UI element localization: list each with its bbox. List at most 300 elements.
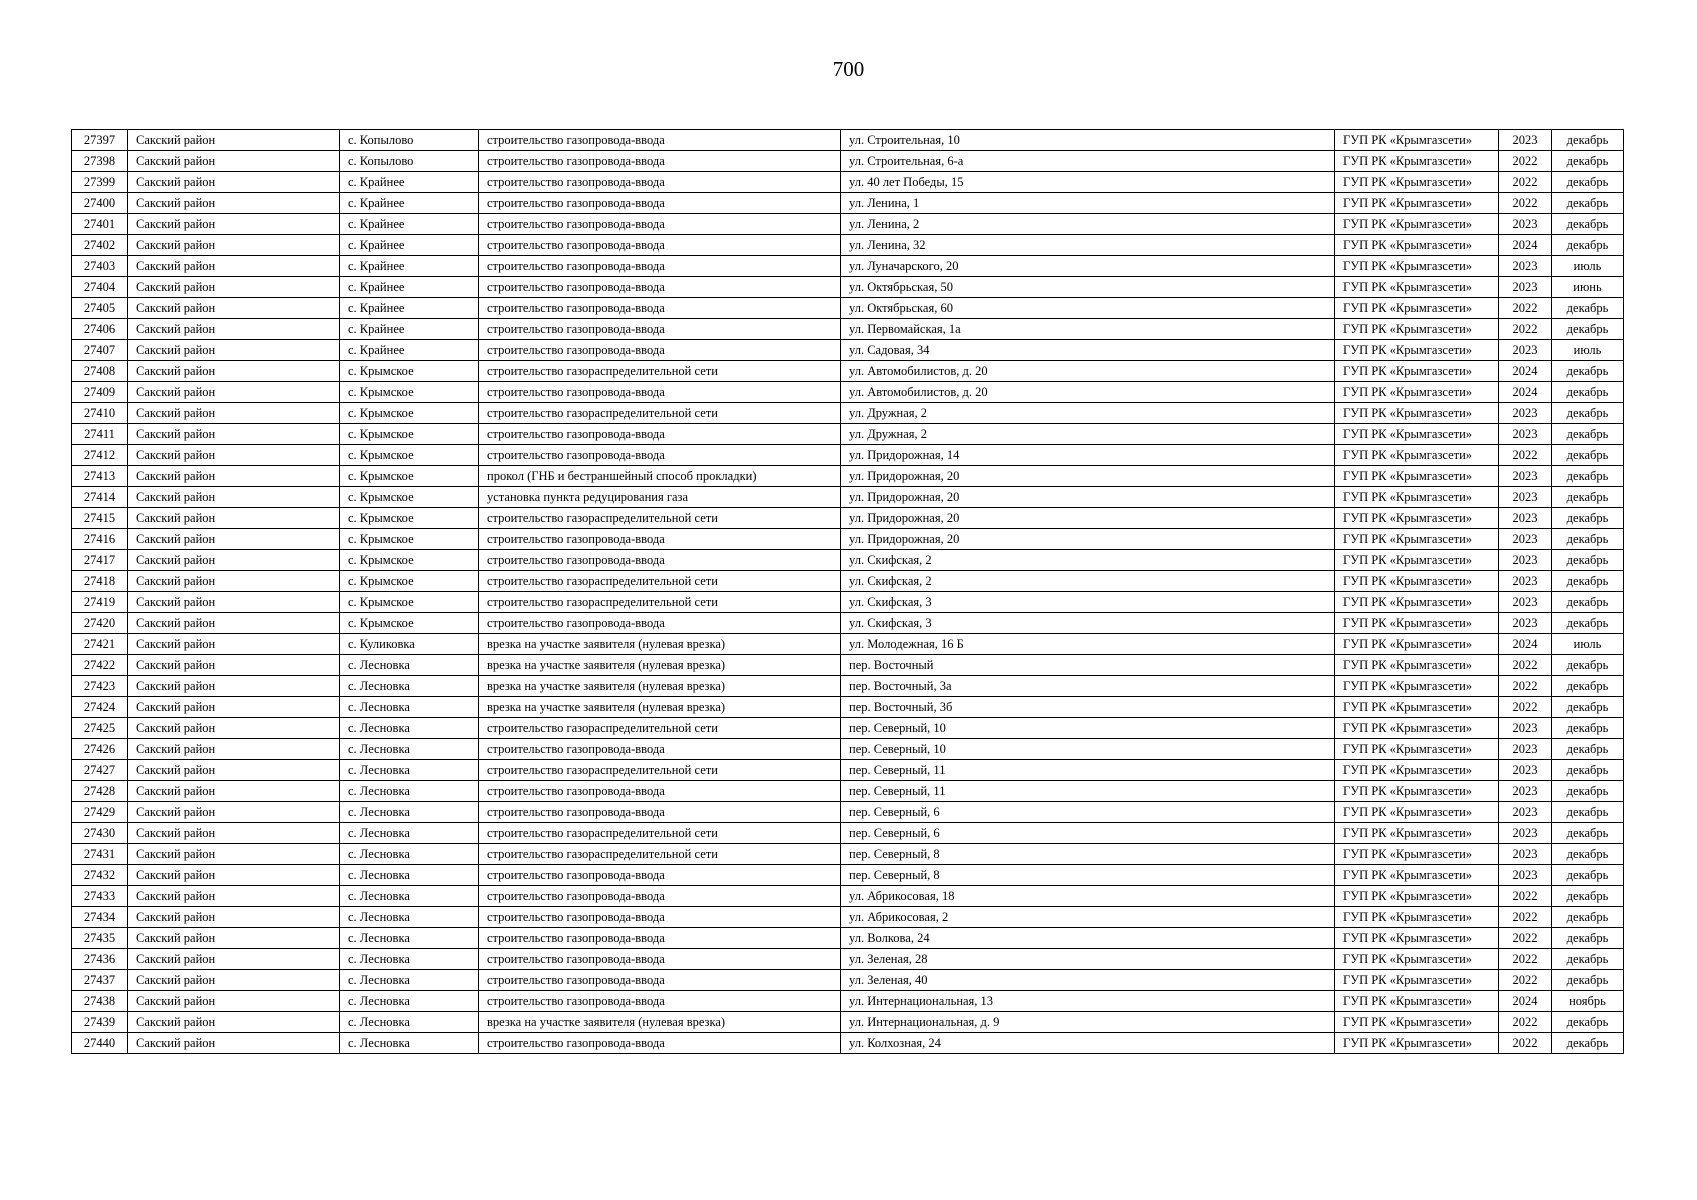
- year-cell: 2022: [1499, 949, 1552, 970]
- district-cell: Сакский район: [128, 571, 340, 592]
- work-type-cell: строительство газопровода-ввода: [479, 235, 841, 256]
- settlement-cell: с. Крымское: [340, 466, 479, 487]
- organization-cell: ГУП РК «Крымгазсети»: [1335, 592, 1499, 613]
- row-number-cell: 27427: [72, 760, 128, 781]
- table-row: [72, 907, 1624, 928]
- settlement-cell: с. Крымское: [340, 403, 479, 424]
- table-row: [72, 970, 1624, 991]
- table-row: [72, 466, 1624, 487]
- month-cell: декабрь: [1552, 130, 1624, 151]
- address-cell: пер. Северный, 10: [841, 739, 1335, 760]
- settlement-cell: с. Крайнее: [340, 340, 479, 361]
- district-cell: Сакский район: [128, 298, 340, 319]
- district-cell: Сакский район: [128, 865, 340, 886]
- address-cell: ул. Придорожная, 14: [841, 445, 1335, 466]
- address-cell: пер. Северный, 10: [841, 718, 1335, 739]
- row-number-cell: 27426: [72, 739, 128, 760]
- table-row: [72, 1012, 1624, 1033]
- year-cell: 2023: [1499, 760, 1552, 781]
- year-cell: 2022: [1499, 928, 1552, 949]
- address-cell: пер. Северный, 6: [841, 823, 1335, 844]
- address-cell: ул. Придорожная, 20: [841, 466, 1335, 487]
- district-cell: Сакский район: [128, 739, 340, 760]
- work-type-cell: строительство газопровода-ввода: [479, 781, 841, 802]
- table-row: [72, 361, 1624, 382]
- table-row: [72, 298, 1624, 319]
- settlement-cell: с. Лесновка: [340, 991, 479, 1012]
- settlement-cell: с. Лесновка: [340, 676, 479, 697]
- month-cell: декабрь: [1552, 928, 1624, 949]
- work-type-cell: строительство газопровода-ввода: [479, 151, 841, 172]
- year-cell: 2023: [1499, 487, 1552, 508]
- month-cell: декабрь: [1552, 802, 1624, 823]
- organization-cell: ГУП РК «Крымгазсети»: [1335, 214, 1499, 235]
- year-cell: 2023: [1499, 508, 1552, 529]
- row-number-cell: 27411: [72, 424, 128, 445]
- work-type-cell: прокол (ГНБ и бестраншейный способ прокладки): [479, 466, 841, 487]
- work-type-cell: строительство газопровода-ввода: [479, 172, 841, 193]
- month-cell: декабрь: [1552, 865, 1624, 886]
- row-number-cell: 27420: [72, 613, 128, 634]
- gas-connection-table: [71, 129, 1624, 1054]
- organization-cell: ГУП РК «Крымгазсети»: [1335, 991, 1499, 1012]
- district-cell: Сакский район: [128, 277, 340, 298]
- address-cell: ул. Интернациональная, д. 9: [841, 1012, 1335, 1033]
- year-cell: 2022: [1499, 655, 1552, 676]
- table-row: [72, 382, 1624, 403]
- work-type-cell: строительство газопровода-ввода: [479, 445, 841, 466]
- table-row: [72, 487, 1624, 508]
- year-cell: 2024: [1499, 235, 1552, 256]
- address-cell: пер. Восточный, 3б: [841, 697, 1335, 718]
- district-cell: Сакский район: [128, 361, 340, 382]
- settlement-cell: с. Лесновка: [340, 886, 479, 907]
- settlement-cell: с. Крайнее: [340, 214, 479, 235]
- row-number-cell: 27409: [72, 382, 128, 403]
- row-number-cell: 27399: [72, 172, 128, 193]
- work-type-cell: строительство газопровода-ввода: [479, 865, 841, 886]
- row-number-cell: 27433: [72, 886, 128, 907]
- table-row: [72, 823, 1624, 844]
- address-cell: ул. Скифская, 3: [841, 592, 1335, 613]
- organization-cell: ГУП РК «Крымгазсети»: [1335, 235, 1499, 256]
- year-cell: 2024: [1499, 361, 1552, 382]
- organization-cell: ГУП РК «Крымгазсети»: [1335, 151, 1499, 172]
- district-cell: Сакский район: [128, 340, 340, 361]
- organization-cell: ГУП РК «Крымгазсети»: [1335, 382, 1499, 403]
- row-number-cell: 27435: [72, 928, 128, 949]
- row-number-cell: 27403: [72, 256, 128, 277]
- row-number-cell: 27440: [72, 1033, 128, 1054]
- year-cell: 2022: [1499, 193, 1552, 214]
- district-cell: Сакский район: [128, 844, 340, 865]
- month-cell: декабрь: [1552, 382, 1624, 403]
- work-type-cell: врезка на участке заявителя (нулевая врезка): [479, 655, 841, 676]
- settlement-cell: с. Крайнее: [340, 172, 479, 193]
- row-number-cell: 27414: [72, 487, 128, 508]
- organization-cell: ГУП РК «Крымгазсети»: [1335, 802, 1499, 823]
- address-cell: пер. Северный, 8: [841, 844, 1335, 865]
- organization-cell: ГУП РК «Крымгазсети»: [1335, 697, 1499, 718]
- row-number-cell: 27405: [72, 298, 128, 319]
- month-cell: декабрь: [1552, 718, 1624, 739]
- row-number-cell: 27400: [72, 193, 128, 214]
- table-row: [72, 886, 1624, 907]
- row-number-cell: 27413: [72, 466, 128, 487]
- work-type-cell: строительство газопровода-ввода: [479, 424, 841, 445]
- table-row: [72, 1033, 1624, 1054]
- month-cell: декабрь: [1552, 781, 1624, 802]
- district-cell: Сакский район: [128, 1012, 340, 1033]
- organization-cell: ГУП РК «Крымгазсети»: [1335, 550, 1499, 571]
- year-cell: 2022: [1499, 151, 1552, 172]
- address-cell: ул. Октябрьская, 60: [841, 298, 1335, 319]
- district-cell: Сакский район: [128, 424, 340, 445]
- settlement-cell: с. Крымское: [340, 361, 479, 382]
- year-cell: 2022: [1499, 172, 1552, 193]
- row-number-cell: 27425: [72, 718, 128, 739]
- settlement-cell: с. Лесновка: [340, 697, 479, 718]
- month-cell: декабрь: [1552, 907, 1624, 928]
- district-cell: Сакский район: [128, 928, 340, 949]
- district-cell: Сакский район: [128, 382, 340, 403]
- address-cell: пер. Северный, 11: [841, 760, 1335, 781]
- table-row: [72, 529, 1624, 550]
- organization-cell: ГУП РК «Крымгазсети»: [1335, 1033, 1499, 1054]
- year-cell: 2022: [1499, 445, 1552, 466]
- year-cell: 2022: [1499, 676, 1552, 697]
- table-row: [72, 655, 1624, 676]
- district-cell: Сакский район: [128, 256, 340, 277]
- year-cell: 2024: [1499, 991, 1552, 1012]
- year-cell: 2022: [1499, 1012, 1552, 1033]
- table-row: [72, 319, 1624, 340]
- settlement-cell: с. Лесновка: [340, 739, 479, 760]
- year-cell: 2023: [1499, 781, 1552, 802]
- month-cell: декабрь: [1552, 445, 1624, 466]
- district-cell: Сакский район: [128, 697, 340, 718]
- row-number-cell: 27421: [72, 634, 128, 655]
- organization-cell: ГУП РК «Крымгазсети»: [1335, 340, 1499, 361]
- district-cell: Сакский район: [128, 466, 340, 487]
- settlement-cell: с. Лесновка: [340, 781, 479, 802]
- district-cell: Сакский район: [128, 802, 340, 823]
- address-cell: ул. Строительная, 10: [841, 130, 1335, 151]
- settlement-cell: с. Лесновка: [340, 718, 479, 739]
- month-cell: декабрь: [1552, 823, 1624, 844]
- year-cell: 2023: [1499, 718, 1552, 739]
- organization-cell: ГУП РК «Крымгазсети»: [1335, 256, 1499, 277]
- month-cell: декабрь: [1552, 361, 1624, 382]
- row-number-cell: 27436: [72, 949, 128, 970]
- settlement-cell: с. Крайнее: [340, 256, 479, 277]
- year-cell: 2023: [1499, 802, 1552, 823]
- organization-cell: ГУП РК «Крымгазсети»: [1335, 949, 1499, 970]
- month-cell: декабрь: [1552, 424, 1624, 445]
- address-cell: ул. Скифская, 2: [841, 550, 1335, 571]
- work-type-cell: строительство газопровода-ввода: [479, 886, 841, 907]
- month-cell: декабрь: [1552, 1033, 1624, 1054]
- district-cell: Сакский район: [128, 487, 340, 508]
- settlement-cell: с. Крымское: [340, 382, 479, 403]
- month-cell: декабрь: [1552, 319, 1624, 340]
- table-row: [72, 172, 1624, 193]
- work-type-cell: строительство газораспределительной сети: [479, 592, 841, 613]
- organization-cell: ГУП РК «Крымгазсети»: [1335, 907, 1499, 928]
- month-cell: декабрь: [1552, 613, 1624, 634]
- settlement-cell: с. Крайнее: [340, 193, 479, 214]
- table-row: [72, 445, 1624, 466]
- month-cell: декабрь: [1552, 1012, 1624, 1033]
- address-cell: пер. Восточный, 3а: [841, 676, 1335, 697]
- work-type-cell: строительство газопровода-ввода: [479, 256, 841, 277]
- settlement-cell: с. Лесновка: [340, 865, 479, 886]
- row-number-cell: 27422: [72, 655, 128, 676]
- organization-cell: ГУП РК «Крымгазсети»: [1335, 676, 1499, 697]
- table-row: [72, 592, 1624, 613]
- address-cell: ул. Первомайская, 1а: [841, 319, 1335, 340]
- row-number-cell: 27438: [72, 991, 128, 1012]
- table-body: [72, 130, 1624, 1054]
- district-cell: Сакский район: [128, 319, 340, 340]
- table-row: [72, 214, 1624, 235]
- month-cell: декабрь: [1552, 844, 1624, 865]
- settlement-cell: с. Лесновка: [340, 655, 479, 676]
- year-cell: 2022: [1499, 697, 1552, 718]
- organization-cell: ГУП РК «Крымгазсети»: [1335, 361, 1499, 382]
- row-number-cell: 27408: [72, 361, 128, 382]
- month-cell: декабрь: [1552, 592, 1624, 613]
- month-cell: декабрь: [1552, 508, 1624, 529]
- settlement-cell: с. Лесновка: [340, 760, 479, 781]
- year-cell: 2023: [1499, 592, 1552, 613]
- district-cell: Сакский район: [128, 445, 340, 466]
- month-cell: ноябрь: [1552, 991, 1624, 1012]
- work-type-cell: строительство газопровода-ввода: [479, 193, 841, 214]
- work-type-cell: строительство газопровода-ввода: [479, 928, 841, 949]
- address-cell: ул. Автомобилистов, д. 20: [841, 382, 1335, 403]
- work-type-cell: строительство газопровода-ввода: [479, 1033, 841, 1054]
- year-cell: 2023: [1499, 739, 1552, 760]
- work-type-cell: строительство газораспределительной сети: [479, 844, 841, 865]
- row-number-cell: 27412: [72, 445, 128, 466]
- year-cell: 2023: [1499, 844, 1552, 865]
- settlement-cell: с. Лесновка: [340, 844, 479, 865]
- table-row: [72, 928, 1624, 949]
- organization-cell: ГУП РК «Крымгазсети»: [1335, 424, 1499, 445]
- district-cell: Сакский район: [128, 508, 340, 529]
- row-number-cell: 27431: [72, 844, 128, 865]
- organization-cell: ГУП РК «Крымгазсети»: [1335, 529, 1499, 550]
- row-number-cell: 27423: [72, 676, 128, 697]
- work-type-cell: строительство газопровода-ввода: [479, 613, 841, 634]
- settlement-cell: с. Лесновка: [340, 949, 479, 970]
- year-cell: 2023: [1499, 256, 1552, 277]
- address-cell: ул. Колхозная, 24: [841, 1033, 1335, 1054]
- district-cell: Сакский район: [128, 550, 340, 571]
- district-cell: Сакский район: [128, 991, 340, 1012]
- row-number-cell: 27437: [72, 970, 128, 991]
- organization-cell: ГУП РК «Крымгазсети»: [1335, 172, 1499, 193]
- organization-cell: ГУП РК «Крымгазсети»: [1335, 130, 1499, 151]
- address-cell: ул. Скифская, 3: [841, 613, 1335, 634]
- month-cell: декабрь: [1552, 697, 1624, 718]
- organization-cell: ГУП РК «Крымгазсети»: [1335, 571, 1499, 592]
- work-type-cell: строительство газопровода-ввода: [479, 340, 841, 361]
- organization-cell: ГУП РК «Крымгазсети»: [1335, 298, 1499, 319]
- organization-cell: ГУП РК «Крымгазсети»: [1335, 718, 1499, 739]
- address-cell: пер. Северный, 6: [841, 802, 1335, 823]
- organization-cell: ГУП РК «Крымгазсети»: [1335, 886, 1499, 907]
- table-row: [72, 403, 1624, 424]
- organization-cell: ГУП РК «Крымгазсети»: [1335, 613, 1499, 634]
- year-cell: 2023: [1499, 403, 1552, 424]
- month-cell: декабрь: [1552, 487, 1624, 508]
- year-cell: 2024: [1499, 634, 1552, 655]
- month-cell: декабрь: [1552, 466, 1624, 487]
- year-cell: 2023: [1499, 277, 1552, 298]
- row-number-cell: 27439: [72, 1012, 128, 1033]
- settlement-cell: с. Крымское: [340, 571, 479, 592]
- year-cell: 2024: [1499, 382, 1552, 403]
- row-number-cell: 27424: [72, 697, 128, 718]
- month-cell: декабрь: [1552, 970, 1624, 991]
- work-type-cell: строительство газораспределительной сети: [479, 403, 841, 424]
- work-type-cell: строительство газораспределительной сети: [479, 718, 841, 739]
- month-cell: июль: [1552, 634, 1624, 655]
- address-cell: ул. Скифская, 2: [841, 571, 1335, 592]
- address-cell: ул. Интернациональная, 13: [841, 991, 1335, 1012]
- organization-cell: ГУП РК «Крымгазсети»: [1335, 823, 1499, 844]
- work-type-cell: строительство газопровода-ввода: [479, 949, 841, 970]
- year-cell: 2023: [1499, 466, 1552, 487]
- address-cell: ул. Волкова, 24: [841, 928, 1335, 949]
- row-number-cell: 27415: [72, 508, 128, 529]
- year-cell: 2023: [1499, 571, 1552, 592]
- settlement-cell: с. Крымское: [340, 592, 479, 613]
- year-cell: 2022: [1499, 970, 1552, 991]
- address-cell: ул. Придорожная, 20: [841, 508, 1335, 529]
- month-cell: декабрь: [1552, 739, 1624, 760]
- month-cell: июль: [1552, 256, 1624, 277]
- table-row: [72, 844, 1624, 865]
- district-cell: Сакский район: [128, 718, 340, 739]
- year-cell: 2022: [1499, 319, 1552, 340]
- settlement-cell: с. Крымское: [340, 424, 479, 445]
- organization-cell: ГУП РК «Крымгазсети»: [1335, 193, 1499, 214]
- settlement-cell: с. Лесновка: [340, 928, 479, 949]
- year-cell: 2023: [1499, 130, 1552, 151]
- district-cell: Сакский район: [128, 529, 340, 550]
- work-type-cell: строительство газопровода-ввода: [479, 991, 841, 1012]
- work-type-cell: врезка на участке заявителя (нулевая врезка): [479, 634, 841, 655]
- table-row: [72, 235, 1624, 256]
- table-row: [72, 781, 1624, 802]
- row-number-cell: 27428: [72, 781, 128, 802]
- district-cell: Сакский район: [128, 235, 340, 256]
- work-type-cell: строительство газопровода-ввода: [479, 319, 841, 340]
- address-cell: ул. Придорожная, 20: [841, 529, 1335, 550]
- table-row: [72, 571, 1624, 592]
- organization-cell: ГУП РК «Крымгазсети»: [1335, 844, 1499, 865]
- work-type-cell: строительство газопровода-ввода: [479, 298, 841, 319]
- district-cell: Сакский район: [128, 949, 340, 970]
- organization-cell: ГУП РК «Крымгазсети»: [1335, 466, 1499, 487]
- work-type-cell: установка пункта редуцирования газа: [479, 487, 841, 508]
- district-cell: Сакский район: [128, 1033, 340, 1054]
- table-row: [72, 991, 1624, 1012]
- row-number-cell: 27418: [72, 571, 128, 592]
- organization-cell: ГУП РК «Крымгазсети»: [1335, 970, 1499, 991]
- work-type-cell: строительство газопровода-ввода: [479, 970, 841, 991]
- month-cell: декабрь: [1552, 886, 1624, 907]
- work-type-cell: строительство газопровода-ввода: [479, 739, 841, 760]
- year-cell: 2023: [1499, 613, 1552, 634]
- month-cell: декабрь: [1552, 403, 1624, 424]
- work-type-cell: строительство газопровода-ввода: [479, 907, 841, 928]
- table-row: [72, 718, 1624, 739]
- table-row: [72, 676, 1624, 697]
- organization-cell: ГУП РК «Крымгазсети»: [1335, 277, 1499, 298]
- work-type-cell: строительство газораспределительной сети: [479, 508, 841, 529]
- address-cell: ул. 40 лет Победы, 15: [841, 172, 1335, 193]
- organization-cell: ГУП РК «Крымгазсети»: [1335, 781, 1499, 802]
- year-cell: 2023: [1499, 424, 1552, 445]
- district-cell: Сакский район: [128, 613, 340, 634]
- table-row: [72, 151, 1624, 172]
- settlement-cell: с. Крайнее: [340, 235, 479, 256]
- address-cell: ул. Ленина, 1: [841, 193, 1335, 214]
- work-type-cell: врезка на участке заявителя (нулевая врезка): [479, 697, 841, 718]
- settlement-cell: с. Лесновка: [340, 970, 479, 991]
- table-row: [72, 193, 1624, 214]
- address-cell: ул. Автомобилистов, д. 20: [841, 361, 1335, 382]
- settlement-cell: с. Лесновка: [340, 1033, 479, 1054]
- month-cell: декабрь: [1552, 193, 1624, 214]
- district-cell: Сакский район: [128, 970, 340, 991]
- address-cell: ул. Луначарского, 20: [841, 256, 1335, 277]
- address-cell: пер. Северный, 8: [841, 865, 1335, 886]
- work-type-cell: строительство газопровода-ввода: [479, 130, 841, 151]
- settlement-cell: с. Копылово: [340, 151, 479, 172]
- row-number-cell: 27429: [72, 802, 128, 823]
- organization-cell: ГУП РК «Крымгазсети»: [1335, 319, 1499, 340]
- address-cell: ул. Ленина, 2: [841, 214, 1335, 235]
- month-cell: декабрь: [1552, 571, 1624, 592]
- district-cell: Сакский район: [128, 193, 340, 214]
- settlement-cell: с. Крымское: [340, 445, 479, 466]
- table-row: [72, 340, 1624, 361]
- address-cell: ул. Дружная, 2: [841, 424, 1335, 445]
- table-row: [72, 613, 1624, 634]
- row-number-cell: 27404: [72, 277, 128, 298]
- month-cell: декабрь: [1552, 655, 1624, 676]
- table-row: [72, 739, 1624, 760]
- year-cell: 2023: [1499, 214, 1552, 235]
- month-cell: июль: [1552, 340, 1624, 361]
- year-cell: 2023: [1499, 550, 1552, 571]
- address-cell: ул. Зеленая, 28: [841, 949, 1335, 970]
- row-number-cell: 27398: [72, 151, 128, 172]
- month-cell: декабрь: [1552, 172, 1624, 193]
- organization-cell: ГУП РК «Крымгазсети»: [1335, 760, 1499, 781]
- address-cell: пер. Восточный: [841, 655, 1335, 676]
- address-cell: ул. Дружная, 2: [841, 403, 1335, 424]
- table-row: [72, 865, 1624, 886]
- organization-cell: ГУП РК «Крымгазсети»: [1335, 445, 1499, 466]
- table-row: [72, 424, 1624, 445]
- address-cell: ул. Зеленая, 40: [841, 970, 1335, 991]
